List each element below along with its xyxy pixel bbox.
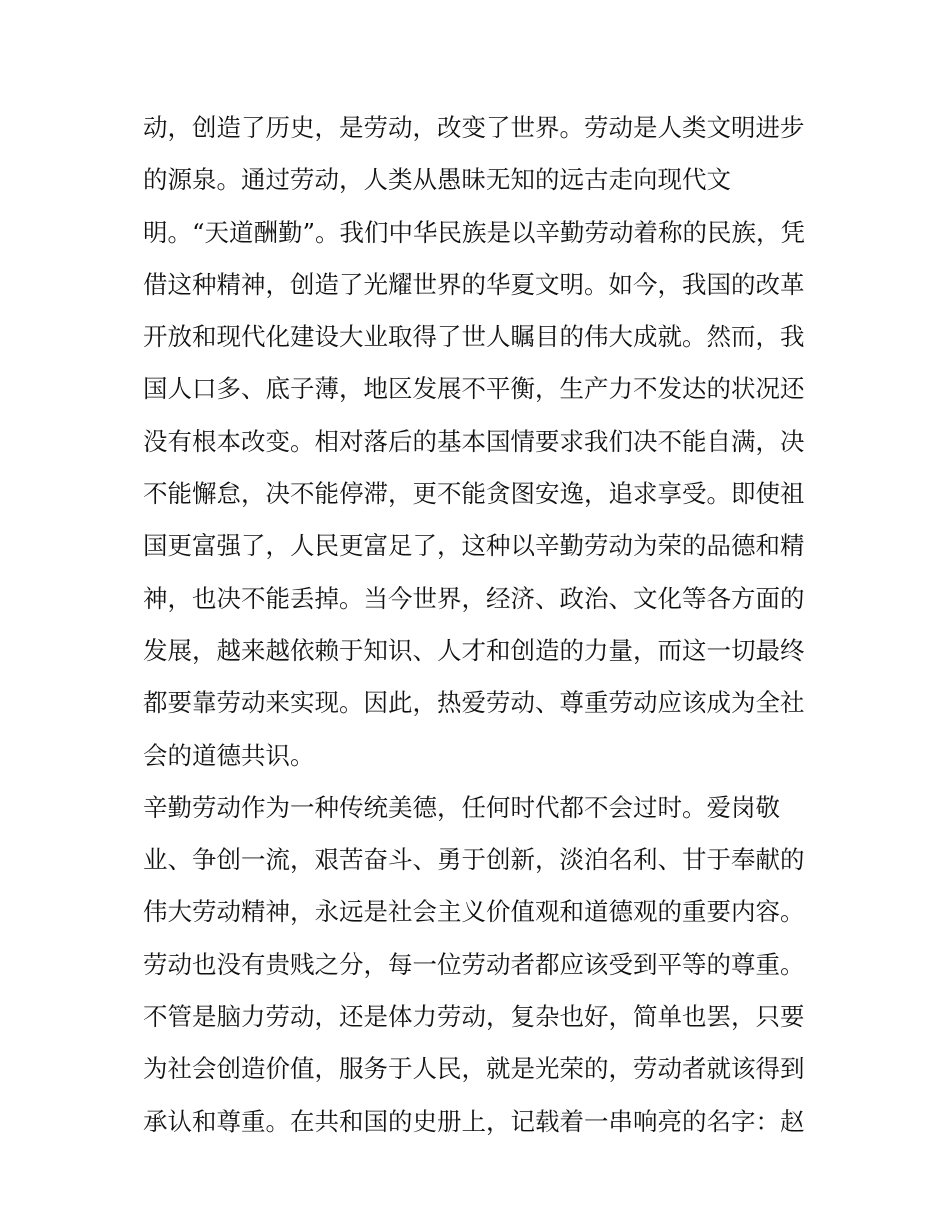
text-line: 明。“天道酬勤”。我们中华民族是以辛勤劳动着称的民族，凭 [143,217,806,247]
text-line: 伟大劳动精神，永远是社会主义价值观和道德观的重要内容。 [143,897,805,927]
text-line: 动，创造了历史，是劳动，改变了世界。劳动是人类文明进步 [143,113,805,142]
text-line: 没有根本改变。相对落后的基本国情要求我们决不能自满，决 [143,426,805,456]
text-line: 业、争创一流，艰苦奋斗、勇于创新，淡泊名利、甘于奉献的 [143,845,805,875]
text-line: 不管是脑力劳动，还是体力劳动，复杂也好，简单也罢，只要 [143,1002,805,1032]
text-line: 国人口多、底子薄，地区发展不平衡，生产力不发达的状况还 [143,374,805,404]
text-line: 的源泉。通过劳动，人类从愚昧无知的远古走向现代文 [143,165,731,195]
text-line: 为社会创造价值，服务于人民，就是光荣的，劳动者就该得到 [143,1054,805,1084]
text-line: 借这种精神，创造了光耀世界的华夏文明。如今，我国的改革 [143,269,805,299]
text-line: 开放和现代化建设大业取得了世人瞩目的伟大成就。然而，我 [143,322,805,352]
text-line: 会的道德共识。 [143,740,315,770]
text-line: 辛勤劳动作为一种传统美德，任何时代都不会过时。爱岗敬 [143,792,780,822]
text-line: 国更富强了，人民更富足了，这种以辛勤劳动为荣的品德和精 [143,531,805,561]
text-line: 都要靠劳动来实现。因此，热爱劳动、尊重劳动应该成为全社 [143,688,805,718]
text-line: 神，也决不能丢掉。当今世界，经济、政治、文化等各方面的 [143,583,805,613]
document-body [143,102,813,1148]
text-line: 劳动也没有贵贱之分，每一位劳动者都应该受到平等的尊重。 [143,949,805,979]
text-line: 发展，越来越依赖于知识、人才和创造的力量，而这一切最终 [143,635,805,665]
text-line: 承认和尊重。在共和国的史册上，记载着一串响亮的名字：赵 [143,1106,805,1136]
text-line: 不能懈怠，决不能停滞，更不能贪图安逸，追求享受。即使祖 [143,479,805,509]
